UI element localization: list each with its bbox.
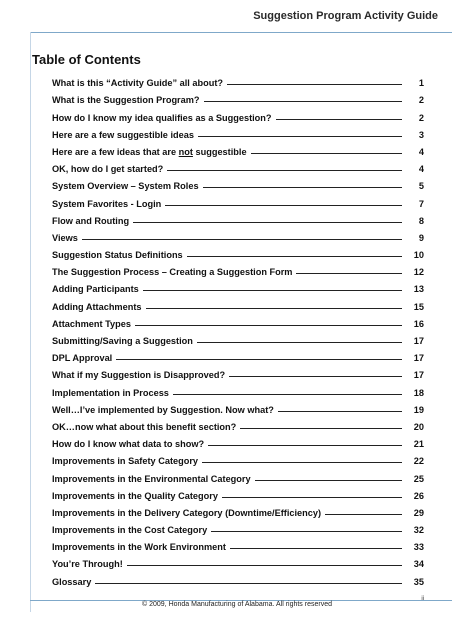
- page-header: [0, 0, 474, 38]
- toc-entry-page: 17: [413, 370, 424, 381]
- toc-leader-line: [202, 462, 402, 463]
- toc-entry[interactable]: [52, 329, 424, 346]
- toc-entry-page: 33: [413, 542, 424, 553]
- toc-leader-line: [116, 359, 402, 360]
- toc-entry-page: 35: [413, 576, 424, 587]
- toc-entry-title: How do I know what data to show?: [52, 439, 205, 450]
- toc-entry-page: 13: [413, 284, 424, 295]
- toc-entry-title: Improvements in the Quality Category: [52, 490, 218, 501]
- toc-entry[interactable]: [52, 380, 424, 397]
- toc-leader-line: [95, 583, 402, 584]
- toc-entry-title: Suggestion Status Definitions: [52, 250, 183, 261]
- toc-leader-line: [227, 84, 402, 85]
- toc-entry-title: System Overview – System Roles: [52, 181, 199, 192]
- toc-leader-line: [146, 308, 403, 309]
- toc-entry-title: How do I know my idea qualifies as a Suggestion?: [52, 112, 272, 123]
- toc-entry-title: Submitting/Saving a Suggestion: [52, 336, 193, 346]
- toc-entry[interactable]: [52, 88, 424, 105]
- toc-entry[interactable]: [52, 552, 424, 569]
- toc-leader-line: [208, 445, 402, 446]
- toc-leader-line: [251, 153, 402, 154]
- toc-entry-page: 26: [413, 490, 424, 501]
- toc-leader-line: [230, 548, 402, 549]
- toc-entry-title: The Suggestion Process – Creating a Suggestion Form: [52, 267, 293, 278]
- toc-entry-title: Improvements in the Work Environment: [52, 542, 226, 553]
- toc-entry[interactable]: [52, 363, 424, 380]
- toc-entry-title: Attachment Types: [52, 318, 131, 329]
- toc-entry-title: Adding Participants: [52, 284, 139, 295]
- toc-leader-line: [240, 428, 402, 429]
- toc-entry[interactable]: [52, 209, 424, 226]
- toc-entry-title: Improvements in the Cost Category: [52, 525, 208, 536]
- toc-entry[interactable]: [52, 535, 424, 552]
- toc-entry-page: 16: [413, 318, 424, 329]
- toc-entry[interactable]: [52, 71, 424, 88]
- toc-leader-line: [133, 222, 402, 223]
- toc-entry-title: System Favorites - Login: [52, 198, 162, 209]
- toc-entry-title: Flow and Routing: [52, 215, 130, 226]
- toc-entry[interactable]: [52, 226, 424, 243]
- table-of-contents: [52, 71, 424, 587]
- toc-entry-page: 8: [418, 215, 424, 226]
- toc-leader-line: [296, 273, 402, 274]
- toc-entry-title-part: suggestible: [192, 146, 247, 157]
- toc-entry[interactable]: [52, 277, 424, 294]
- toc-entry-page: 15: [413, 301, 424, 312]
- toc-leader-line: [276, 119, 402, 120]
- toc-leader-line: [198, 136, 402, 137]
- toc-entry-title-part: Here are a few ideas that are: [52, 146, 179, 157]
- toc-entry-page: 17: [413, 336, 424, 346]
- left-margin-rule: [30, 32, 31, 612]
- toc-entry[interactable]: [52, 243, 424, 260]
- toc-entry-title: Improvements in the Environmental Category: [52, 473, 251, 484]
- toc-entry-page: 7: [418, 198, 424, 209]
- toc-leader-line: [82, 239, 402, 240]
- toc-entry[interactable]: [52, 105, 424, 122]
- toc-entry-page: 5: [418, 181, 424, 192]
- toc-leader-line: [165, 205, 402, 206]
- toc-entry[interactable]: [52, 449, 424, 466]
- toc-entry-title: Adding Attachments: [52, 301, 142, 312]
- toc-leader-line: [222, 497, 402, 498]
- toc-entry[interactable]: [52, 398, 424, 415]
- toc-entry[interactable]: [52, 466, 424, 483]
- toc-entry-title: Here are a few suggestible ideas: [52, 129, 194, 140]
- toc-entry[interactable]: [52, 294, 424, 311]
- toc-entry-title-underlined: not: [178, 146, 193, 157]
- toc-entry-page: 19: [413, 404, 424, 415]
- toc-leader-line: [143, 290, 402, 291]
- toc-leader-line: [229, 376, 402, 377]
- toc-entry-title: Improvements in Safety Category: [52, 456, 199, 467]
- toc-entry-page: 32: [413, 525, 424, 536]
- toc-leader-line: [187, 256, 402, 257]
- toc-entry-title: Implementation in Process: [52, 387, 169, 398]
- toc-entry-page: 29: [413, 507, 424, 518]
- toc-entry-page: 2: [418, 112, 424, 123]
- toc-entry-title: Glossary: [52, 576, 92, 587]
- toc-entry[interactable]: [52, 518, 424, 535]
- toc-entry[interactable]: [52, 415, 424, 432]
- toc-entry-page: 1: [418, 78, 424, 89]
- toc-entry[interactable]: [52, 123, 424, 140]
- toc-entry-page: 18: [413, 387, 424, 398]
- toc-leader-line: [204, 101, 402, 102]
- toc-entry-page: 3: [418, 129, 424, 140]
- toc-entry-page: 4: [418, 146, 424, 157]
- toc-entry[interactable]: [52, 191, 424, 208]
- toc-entry-page: 4: [418, 164, 424, 175]
- toc-leader-line: [197, 342, 402, 343]
- toc-entry[interactable]: [52, 501, 424, 518]
- toc-leader-line: [211, 531, 402, 532]
- toc-entry-title: [52, 147, 251, 157]
- toc-entry-page: 17: [413, 353, 424, 364]
- toc-entry-page: 22: [413, 456, 424, 467]
- header-title: Suggestion Program Activity Guide: [253, 10, 438, 22]
- toc-entry-page: 12: [413, 267, 424, 278]
- toc-entry-title: Views: [52, 232, 78, 243]
- toc-entry[interactable]: [52, 346, 424, 363]
- toc-leader-line: [278, 411, 402, 412]
- toc-title: Table of Contents: [32, 52, 141, 67]
- toc-entry-title: Well…I’ve implemented by Suggestion. Now what?: [52, 404, 274, 415]
- footer-copyright: © 2009, Honda Manufacturing of Alabama. All rights reserved: [142, 601, 332, 608]
- toc-leader-line: [255, 480, 402, 481]
- toc-leader-line: [135, 325, 402, 326]
- toc-entry-page: 20: [413, 421, 424, 432]
- toc-entry[interactable]: [52, 260, 424, 277]
- toc-entry-title: You’re Through!: [52, 559, 123, 570]
- toc-entry[interactable]: [52, 312, 424, 329]
- toc-leader-line: [325, 514, 402, 515]
- footer-page-number: ii: [421, 596, 424, 602]
- toc-entry-page: 2: [418, 95, 424, 106]
- header-divider: [30, 32, 452, 33]
- toc-leader-line: [167, 170, 402, 171]
- toc-entry[interactable]: [52, 157, 424, 174]
- toc-entry-title: OK, how do I get started?: [52, 164, 164, 175]
- toc-entry-title: DPL Approval: [52, 353, 113, 364]
- toc-entry-page: 10: [413, 250, 424, 261]
- toc-entry-title: What is this “Activity Guide” all about?: [52, 78, 224, 89]
- toc-entry-page: 21: [413, 439, 424, 450]
- toc-entry[interactable]: [52, 174, 424, 191]
- toc-entry-page: 34: [413, 559, 424, 570]
- toc-entry-title: What if my Suggestion is Disapproved?: [52, 370, 226, 381]
- toc-entry-title: What is the Suggestion Program?: [52, 95, 200, 106]
- toc-entry[interactable]: [52, 484, 424, 501]
- toc-leader-line: [203, 187, 402, 188]
- toc-entry[interactable]: [52, 569, 424, 586]
- toc-entry[interactable]: [52, 432, 424, 449]
- toc-leader-line: [173, 394, 402, 395]
- toc-entry[interactable]: [52, 140, 424, 157]
- toc-leader-line: [127, 565, 402, 566]
- toc-entry-page: 25: [413, 473, 424, 484]
- toc-entry-page: 9: [418, 232, 424, 243]
- toc-entry-title: Improvements in the Delivery Category (Downtime/Efficiency): [52, 507, 322, 518]
- toc-entry-title: OK…now what about this benefit section?: [52, 421, 237, 432]
